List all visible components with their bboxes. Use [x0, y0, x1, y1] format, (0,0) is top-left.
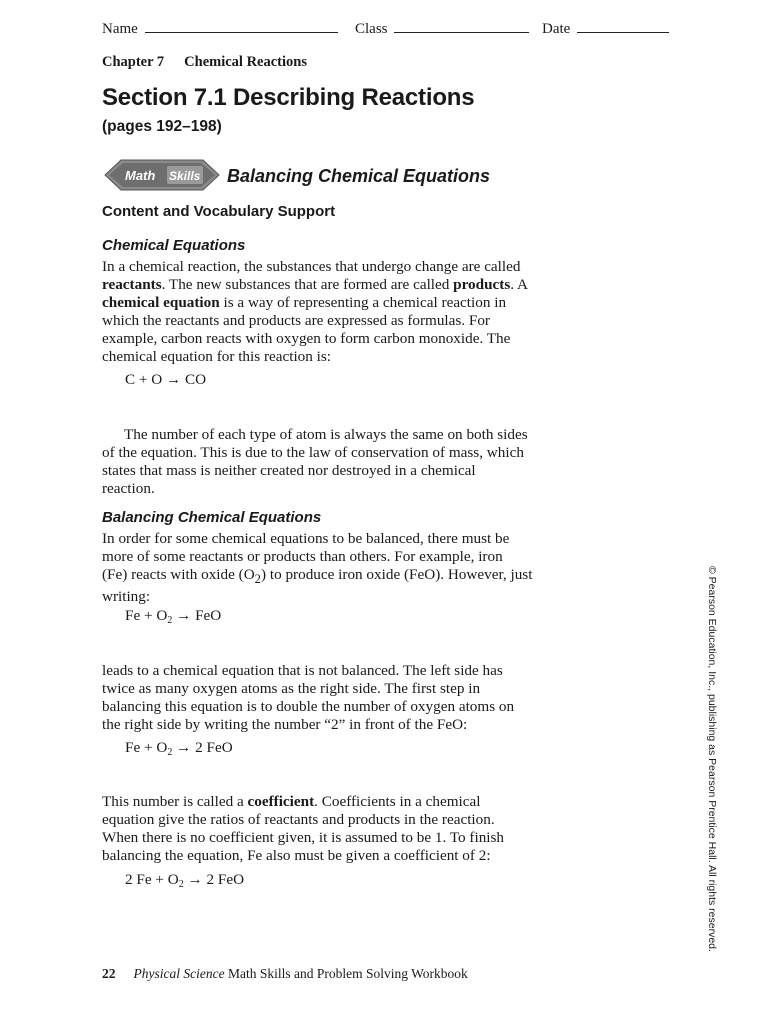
text-line: the right side by writing the number “2” in front of the FeO:	[102, 716, 468, 733]
copyright-notice: © Pearson Education, Inc., publishing as Pearson Prentice Hall. All rights reserved.	[706, 566, 718, 952]
book-title-italic: Physical Science	[133, 966, 225, 981]
page-footer	[102, 966, 468, 982]
text-line: In order for some chemical equations to be balanced, there must be	[102, 530, 510, 547]
class-info	[355, 19, 529, 38]
text-line: This number is called a coefficient. Coefficients in a chemical	[102, 793, 481, 810]
page-number: 22	[102, 966, 116, 981]
badge-math-text: Math	[125, 168, 156, 183]
name-label: Name	[102, 21, 138, 37]
text-line: equation give the ratios of reactants and products in the reaction.	[102, 811, 495, 828]
date-info	[542, 19, 669, 38]
text-line: more of some reactants or products than others. For example, iron	[102, 548, 503, 565]
balancing-equations-heading: Balancing Chemical Equations	[102, 509, 322, 526]
chapter-title: Chemical Reactions	[184, 54, 307, 70]
conservation-of-mass-paragraph	[102, 426, 572, 498]
text-line: When there is no coefficient given, it is assumed to be 1. To finish	[102, 829, 505, 846]
badge-skills-text: Skills	[169, 169, 201, 183]
class-field[interactable]	[394, 19, 529, 33]
equation-iron-oxide-balanced: 2 $Fe + O_2 \to 2$ FeO	[125, 871, 245, 890]
text-line: balancing this equation is to double the number of oxygen atoms on	[102, 698, 515, 715]
text-line: In a chemical reaction, the substances that undergo change are called	[102, 258, 521, 275]
text-line: writing:	[102, 588, 151, 606]
balancing-intro-paragraph	[102, 530, 572, 606]
text-line: (Fe) reacts with oxide $(O_2)$ to produce iron oxide (FeO). However, just	[102, 566, 533, 587]
text-line: reactants. The new substances that are formed are called products. A	[102, 276, 528, 293]
content-vocabulary-heading: Content and Vocabulary Support	[102, 203, 336, 220]
text-line: twice as many oxygen atoms as the right side. The first step in	[102, 680, 481, 697]
section-pages: (pages 192–198)	[102, 118, 222, 135]
text-line: example, carbon reacts with oxygen to form carbon monoxide. The	[102, 330, 511, 347]
text-line: leads to a chemical equation that is not balanced. The left side has	[102, 662, 503, 679]
section-title: Section 7.1 Describing Reactions	[102, 84, 475, 111]
chemical-equations-heading: Chemical Equations	[102, 237, 246, 254]
math-skills-badge	[103, 158, 221, 192]
text-line: of the equation. This is due to the law of conservation of mass, which	[102, 444, 524, 461]
math-skills-title: Balancing Chemical Equations	[227, 166, 491, 186]
equation-iron-oxide-step1: $Fe + O_2 \to 2$ FeO	[125, 739, 233, 758]
text-line: states that mass is neither created nor destroyed in a chemical	[102, 462, 476, 479]
chapter-heading	[102, 54, 307, 71]
coefficient-paragraph	[102, 793, 572, 865]
chapter-number: Chapter 7	[102, 54, 165, 70]
text-line: chemical equation is a way of representing a chemical reaction in	[102, 294, 507, 311]
student-info-header	[102, 19, 338, 38]
equation-carbon-monoxide: C + O → CO	[125, 371, 207, 388]
chemical-equations-paragraph	[102, 258, 572, 366]
book-title-rest: Math Skills and Problem Solving Workbook	[224, 966, 468, 981]
class-label: Class	[355, 21, 388, 37]
date-field[interactable]	[577, 19, 669, 33]
text-line: The number of each type of atom is always the same on both sides	[124, 426, 528, 443]
text-line: which the reactants and products are expressed as formulas. For	[102, 312, 490, 329]
equation-iron-oxide-unbalanced: $Fe + O_2$ → FeO	[125, 607, 222, 626]
text-line: chemical equation for this reaction is:	[102, 348, 331, 365]
unbalanced-explanation-paragraph	[102, 662, 572, 734]
date-label: Date	[542, 21, 571, 37]
name-field[interactable]	[145, 19, 338, 33]
text-line: balancing the equation, Fe also must be given a coefficient of 2:	[102, 847, 491, 864]
text-line: reaction.	[102, 480, 155, 497]
